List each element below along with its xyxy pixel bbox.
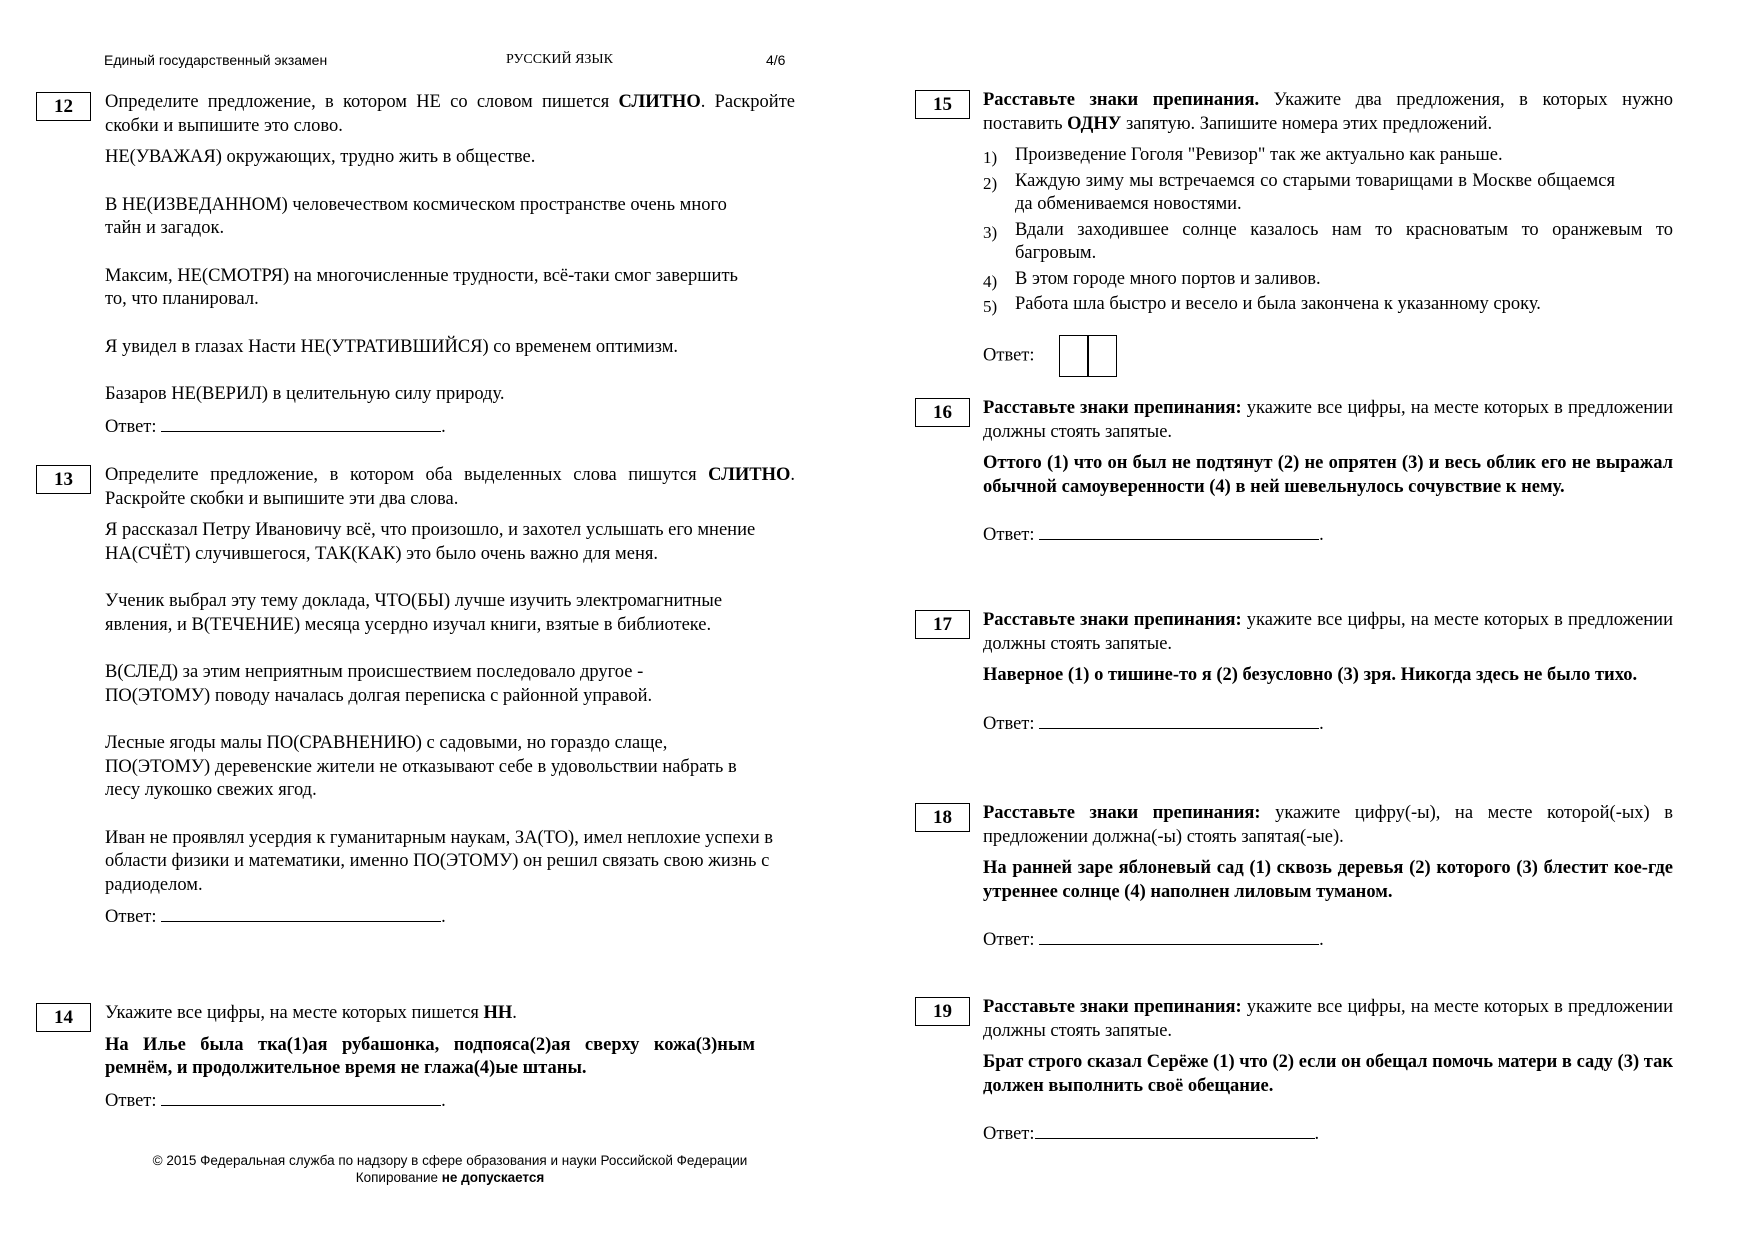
answer-row: Ответ: . (983, 713, 1324, 734)
answer-line[interactable] (161, 415, 441, 432)
task-question (983, 996, 1673, 1043)
question-emphasis: Расставьте знаки препинания: (983, 803, 1261, 823)
question-emphasis: Расставьте знаки препинания. (983, 90, 1260, 110)
answer-row (983, 335, 1673, 377)
task-number-box: 18 (915, 803, 970, 832)
option-sentence: Я рассказал Петру Ивановичу всё, что произошло, и захотел услышать его мнение НА(СЧЁТ) случившегося, ТАК(КАК) это было очень важно для меня. (105, 520, 756, 564)
task-sentence: Оттого (1) что он был не подтянут (2) не опрятен (3) и весь облик его не выражал обычной самоуверенности (4) в ней шевельнулось сочувствие к нему. (983, 453, 1673, 497)
question-emphasis: Расставьте знаки препинания: (983, 398, 1242, 418)
answer-label: Ответ: (105, 1090, 157, 1111)
item-text: В этом городе много портов и заливов. (1015, 268, 1321, 289)
option-sentence: Иван не проявлял усердия к гуманитарным наукам, ЗА(ТО), имел неплохие успехи в области физики и математики, именно ПО(ЭТОМУ) он решил связать свою жизнь с радиоделом. (105, 827, 774, 895)
task-body (983, 89, 1673, 377)
page-footer (105, 1152, 795, 1186)
task-question (983, 89, 1673, 136)
answer-row: Ответ: . (983, 1124, 1320, 1144)
answer-row: Ответ: . (105, 1090, 446, 1111)
question-text: укажите все цифры, на месте которых в предложении должны стоять запятые. (983, 610, 1673, 654)
task-body (105, 464, 795, 930)
option-sentence: Максим, НЕ(СМОТРЯ) на многочисленные трудности, всё-таки смог завершить то, что планировал. (105, 265, 738, 309)
task-body (983, 996, 1673, 1147)
options-list (983, 144, 1673, 317)
question-emphasis: СЛИТНО (708, 465, 791, 485)
answer-label: Ответ: (983, 930, 1035, 950)
task-sentence: Брат строго сказал Серёже (1) что (2) если он обещал помочь матери в саду (3) так должен выполнить своё обещание. (983, 1052, 1673, 1096)
option-sentence: В НЕ(ИЗВЕДАННОМ) человечеством космическом пространстве очень много тайн и загадок. (105, 194, 727, 238)
task-question (983, 802, 1673, 849)
question-text: укажите все цифры, на месте которых в предложении должны стоять запятые. (983, 997, 1673, 1041)
option-sentence: В(СЛЕД) за этим неприятным происшествием последовало другое - ПО(ЭТОМУ) поводу началась долгая переписка с районной управой. (105, 662, 653, 706)
task-number-box: 17 (915, 610, 970, 639)
item-text: Работа шла быстро и весело и была закончена к указанному сроку. (1015, 294, 1541, 314)
answer-line[interactable] (1039, 523, 1319, 540)
option-sentence: Лесные ягоды малы ПО(СРАВНЕНИЮ) с садовыми, но гораздо слаще, ПО(ЭТОМУ) деревенские жители не отказывают себе в удовольствии набрать в лесу лукошко свежих ягод. (105, 733, 737, 800)
item-number: 2) (983, 173, 998, 193)
answer-row: Ответ: . (983, 930, 1324, 950)
question-text: Укажите два предложения, в которых нужно поставить (983, 90, 1674, 134)
header-page-number: 4/6 (766, 52, 786, 68)
answer-label: Ответ: (983, 344, 1035, 365)
task-question (983, 397, 1673, 444)
answer-label: Ответ: (983, 713, 1035, 734)
item-number: 3) (983, 222, 998, 242)
item-number: 1) (983, 148, 998, 167)
item-number: 4) (983, 271, 998, 291)
question-emphasis: Расставьте знаки препинания: (983, 610, 1242, 630)
task-number-box: 15 (915, 90, 970, 119)
header-exam-title: Единый государственный экзамен (104, 52, 328, 68)
list-item (983, 219, 1673, 266)
item-number: 5) (983, 297, 998, 316)
list-item (983, 144, 1673, 168)
task-number-box: 13 (36, 465, 91, 494)
footer-text: Копирование (355, 1170, 442, 1185)
task-body (105, 1002, 795, 1113)
task-sentence: На Илье была тка(1)ая рубашонка, подпояса(2)ая сверху кожа(3)ным ремнём, и продолжительное время не глажа(4)ые штаны. (105, 1034, 755, 1078)
question-emphasis: ОДНУ (1067, 113, 1122, 134)
question-emphasis: СЛИТНО (618, 92, 701, 112)
list-item (983, 170, 1673, 217)
task-body (983, 397, 1673, 548)
item-text: Каждую зиму мы встречаемся со старыми товарищами в Москве общаемся да обмениваемся новостями. (1015, 170, 1615, 214)
list-item (983, 293, 1673, 317)
answer-row: Ответ: . (105, 907, 446, 927)
answer-cells (1059, 335, 1116, 377)
option-sentence: НЕ(УВАЖАЯ) окружающих, трудно жить в обществе. (105, 147, 536, 167)
question-emphasis: Расставьте знаки препинания: (983, 997, 1242, 1017)
header-subject: РУССКИЙ ЯЗЫК (506, 52, 613, 67)
task-body (105, 91, 795, 439)
option-sentence: Я увидел в глазах Насти НЕ(УТРАТИВШИЙСЯ) со временем оптимизм. (105, 336, 679, 357)
question-text: укажите все цифры, на месте которых в предложении должны стоять запятые. (983, 398, 1673, 442)
question-emphasis: НН (483, 1003, 513, 1023)
task-sentence: На ранней заре яблоневый сад (1) сквозь деревья (2) которого (3) блестит кое-где утреннее солнце (4) наполнен лиловым туманом. (983, 858, 1673, 902)
task-question (105, 91, 795, 138)
task-number-box: 19 (915, 997, 970, 1026)
answer-cell[interactable] (1059, 335, 1089, 377)
question-text: . (512, 1003, 517, 1023)
footer-copyright: © 2015 Федеральная служба по надзору в сфере образования и науки Российской Федерации (152, 1153, 748, 1168)
item-text: Произведение Гоголя "Ревизор" так же актуально как раньше. (1015, 145, 1503, 165)
task-question (105, 1002, 795, 1026)
task-number-box: 12 (36, 92, 91, 121)
item-text: Вдали заходившее солнце казалось нам то красноватым то оранжевым то багровым. (1015, 219, 1673, 263)
question-text: Укажите все цифры, на месте которых пишется (105, 1003, 484, 1023)
question-text: Определите предложение, в котором оба выделенных слова пишутся (105, 465, 709, 485)
answer-cell[interactable] (1087, 335, 1117, 377)
answer-line[interactable] (161, 1089, 441, 1106)
task-question (105, 464, 795, 511)
answer-line[interactable] (1035, 1122, 1315, 1139)
answer-row: Ответ: . (105, 416, 446, 437)
answer-line[interactable] (161, 905, 441, 922)
answer-label: Ответ: (105, 907, 157, 927)
question-text: запятую. Запишите номера этих предложений. (1121, 113, 1493, 134)
footer-copy-notice (105, 1169, 795, 1186)
answer-label: Ответ: (983, 1124, 1035, 1144)
answer-line[interactable] (1039, 928, 1319, 945)
list-item (983, 268, 1673, 292)
task-sentence: Наверное (1) о тишине-то я (2) безусловно (3) зря. Никогда здесь не было тихо. (983, 665, 1638, 685)
task-body (983, 802, 1673, 953)
task-body (983, 609, 1673, 736)
task-number-box: 14 (36, 1003, 91, 1032)
question-text: . Раскройте скобки и выпишите это слово. (105, 92, 795, 136)
answer-line[interactable] (1039, 712, 1319, 729)
answer-label: Ответ: (983, 525, 1035, 545)
footer-emphasis: не допускается (441, 1170, 545, 1185)
task-question (983, 609, 1673, 656)
option-sentence: Ученик выбрал эту тему доклада, ЧТО(БЫ) лучше изучить электромагнитные явления, и В(ТЕЧЕНИЕ) месяца усердно изучал книги, взятые в библиотеке. (105, 591, 723, 635)
question-text: . Раскройте скобки и выпишите эти два слова. (105, 465, 795, 509)
question-text: Определите предложение, в котором НЕ со словом пишется (105, 92, 619, 112)
option-sentence: Базаров НЕ(ВЕРИЛ) в целительную силу природу. (105, 384, 505, 404)
answer-label: Ответ: (105, 416, 157, 437)
task-number-box: 16 (915, 398, 970, 427)
page-header (104, 52, 794, 72)
question-text: укажите цифру(-ы), на месте которой(-ых) в предложении должна(-ы) стоять запятая(-ые). (983, 803, 1673, 847)
answer-row: Ответ: . (983, 525, 1324, 545)
